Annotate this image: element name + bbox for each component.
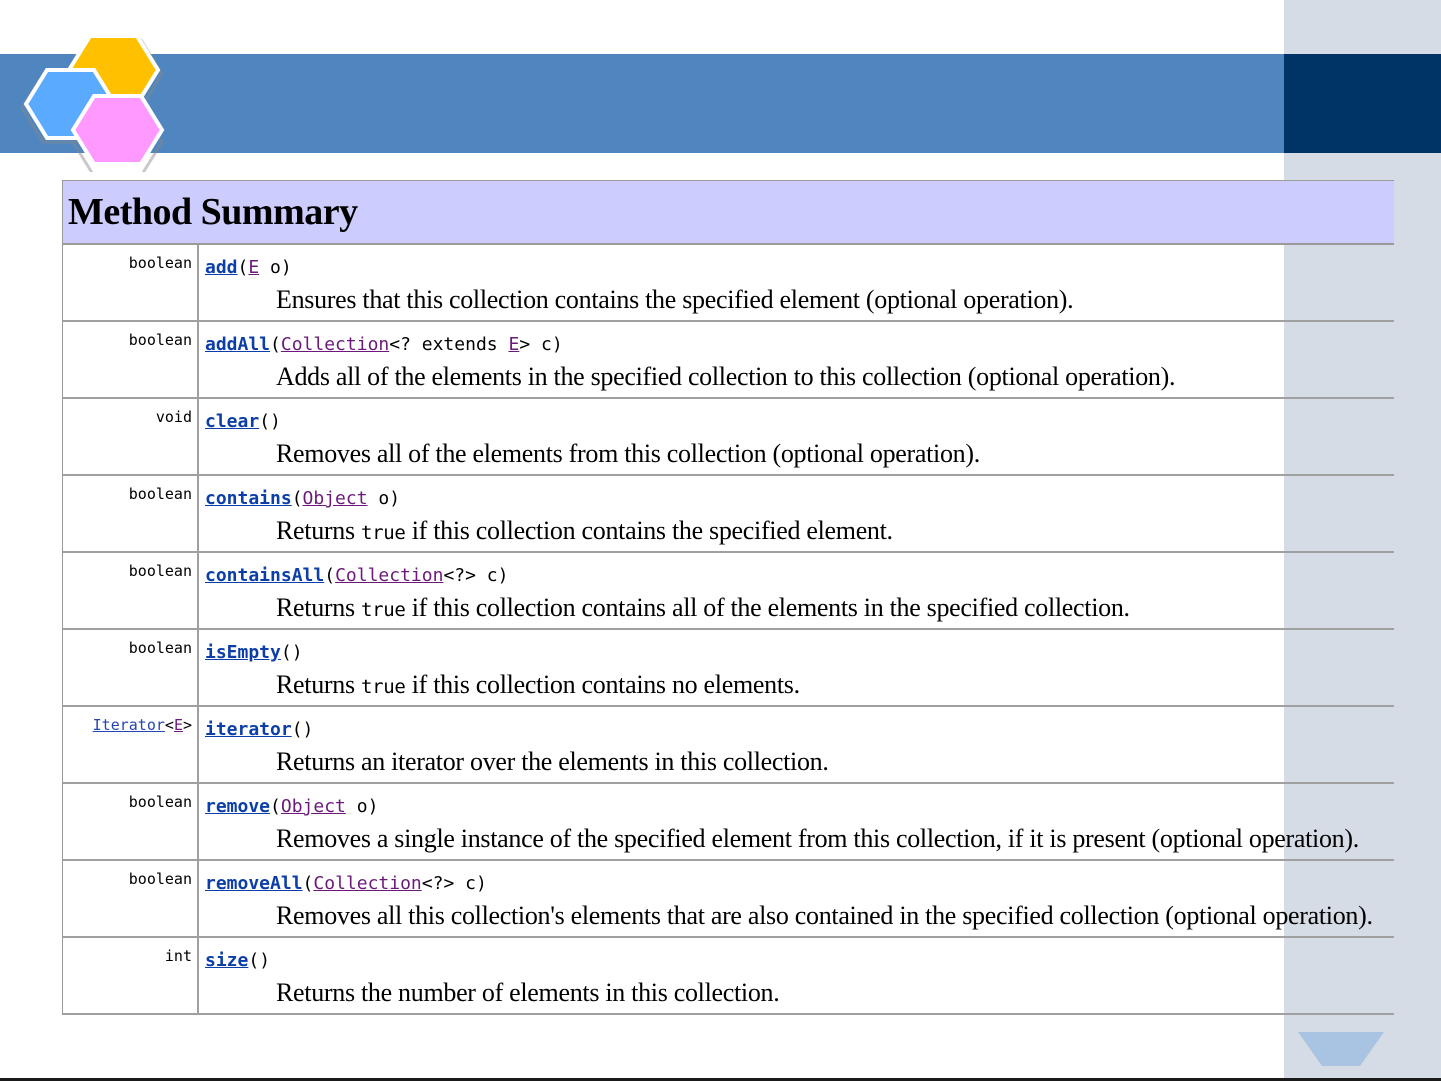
method-description	[276, 670, 800, 700]
description-text: Returns	[276, 593, 361, 622]
slide-header-band	[0, 54, 1284, 153]
signature-open: (	[237, 257, 249, 278]
description-text: if this collection contains the specified element.	[405, 516, 893, 545]
return-type: boolean	[128, 870, 192, 888]
signature-open: (	[324, 565, 336, 586]
method-row	[63, 707, 1394, 784]
return-type-link[interactable]: Iterator	[92, 716, 165, 734]
return-type-cell	[63, 861, 199, 936]
return-type-cell	[63, 630, 199, 705]
return-type: boolean	[128, 254, 192, 272]
return-type-generic-close: >	[182, 716, 192, 734]
signature-open: ()	[291, 719, 314, 740]
method-signature	[205, 411, 281, 432]
return-type-cell	[63, 938, 199, 1013]
method-row	[63, 476, 1394, 553]
method-signature	[205, 950, 270, 971]
hexagon-cluster-logo	[20, 32, 170, 172]
method-row	[63, 938, 1394, 1015]
method-name-link[interactable]: clear	[205, 411, 260, 432]
param-type-link[interactable]: Object	[280, 796, 346, 817]
method-description	[276, 978, 779, 1008]
param-type-link[interactable]: Collection	[280, 334, 390, 355]
method-name-link[interactable]: size	[205, 950, 249, 971]
method-rows	[63, 245, 1394, 1015]
description-code: true	[360, 522, 406, 544]
method-signature	[205, 642, 303, 663]
signature-open: (	[291, 488, 303, 509]
method-row	[63, 630, 1394, 707]
param-text: o)	[367, 488, 401, 509]
param-type-link[interactable]: Collection	[313, 873, 422, 894]
return-type-cell	[63, 476, 199, 551]
method-row	[63, 553, 1394, 630]
description-text: if this collection contains no elements.	[405, 670, 800, 699]
method-summary-table	[62, 180, 1394, 1015]
method-signature	[205, 334, 563, 355]
description-text: if this collection contains all of the elements in the specified collection.	[405, 593, 1130, 622]
return-type-cell	[63, 245, 199, 320]
description-code: true	[360, 676, 406, 698]
method-name-link[interactable]: removeAll	[205, 873, 303, 894]
param-text: o)	[345, 796, 379, 817]
method-row	[63, 245, 1394, 322]
signature-open: ()	[259, 411, 281, 432]
return-type: boolean	[128, 562, 192, 580]
description-text: Adds all of the elements in the specified collection to this collection (optional operation).	[276, 362, 1176, 391]
description-text: Ensures that this collection contains the specified element (optional operation).	[276, 285, 1074, 314]
method-description	[276, 362, 1175, 392]
param-type-link[interactable]: E	[508, 334, 520, 355]
description-text: Returns the number of elements in this collection.	[276, 978, 780, 1007]
description-text: Removes all this collection's elements that are also contained in the specified collection (optional operation).	[276, 901, 1373, 930]
method-row	[63, 861, 1394, 938]
return-type: int	[164, 947, 192, 965]
method-signature	[205, 873, 487, 894]
return-type-param-link[interactable]: E	[173, 716, 183, 734]
param-text: > c)	[519, 334, 563, 355]
method-row	[63, 784, 1394, 861]
method-description	[276, 439, 980, 469]
description-text: Removes all of the elements from this collection (optional operation).	[276, 439, 980, 468]
signature-open: (	[270, 796, 281, 817]
description-text: Returns	[276, 670, 361, 699]
method-name-link[interactable]: isEmpty	[205, 642, 281, 663]
return-type-cell	[63, 784, 199, 859]
method-name-link[interactable]: add	[205, 257, 238, 278]
method-row	[63, 399, 1394, 476]
return-type: boolean	[128, 793, 192, 811]
method-description	[276, 285, 1073, 315]
method-signature	[205, 796, 378, 817]
return-type-cell	[63, 322, 199, 397]
param-type-link[interactable]: Collection	[335, 565, 444, 586]
param-type-link[interactable]: E	[248, 257, 260, 278]
method-description	[276, 824, 1359, 854]
signature-open: (	[302, 873, 314, 894]
method-row	[63, 322, 1394, 399]
method-description	[276, 593, 1130, 623]
signature-open: (	[270, 334, 281, 355]
description-text: Returns	[276, 516, 361, 545]
return-type-cell	[63, 399, 199, 474]
signature-open: ()	[280, 642, 303, 663]
method-summary-title: Method Summary	[63, 181, 1394, 245]
signature-open: ()	[248, 950, 271, 971]
method-signature	[205, 565, 508, 586]
param-text: <? extends	[389, 334, 509, 355]
return-type: void	[155, 408, 192, 426]
method-description	[276, 747, 829, 777]
return-type-cell	[63, 707, 199, 782]
description-text: Removes a single instance of the specified element from this collection, if it is present (optional operation).	[276, 824, 1359, 853]
param-type-link[interactable]: Object	[302, 488, 368, 509]
param-text: <?> c)	[443, 565, 509, 586]
return-type: boolean	[128, 331, 192, 349]
param-text: o)	[259, 257, 292, 278]
method-name-link[interactable]: contains	[205, 488, 292, 509]
return-type-generic-open: <	[164, 716, 174, 734]
method-signature	[205, 719, 313, 740]
param-text: <?> c)	[421, 873, 487, 894]
down-triangle-icon[interactable]	[1298, 1032, 1384, 1066]
description-code: true	[360, 599, 406, 621]
method-name-link[interactable]: addAll	[205, 334, 271, 355]
method-name-link[interactable]: iterator	[205, 719, 292, 740]
method-signature	[205, 488, 400, 509]
return-type-cell	[63, 553, 199, 628]
method-description	[276, 516, 893, 546]
method-name-link[interactable]: containsAll	[205, 565, 325, 586]
method-name-link[interactable]: remove	[205, 796, 271, 817]
method-signature	[205, 257, 292, 278]
method-description	[276, 901, 1373, 931]
return-type: boolean	[128, 639, 192, 657]
slide-header-accent	[1284, 54, 1441, 153]
return-type: boolean	[128, 485, 192, 503]
description-text: Returns an iterator over the elements in this collection.	[276, 747, 829, 776]
